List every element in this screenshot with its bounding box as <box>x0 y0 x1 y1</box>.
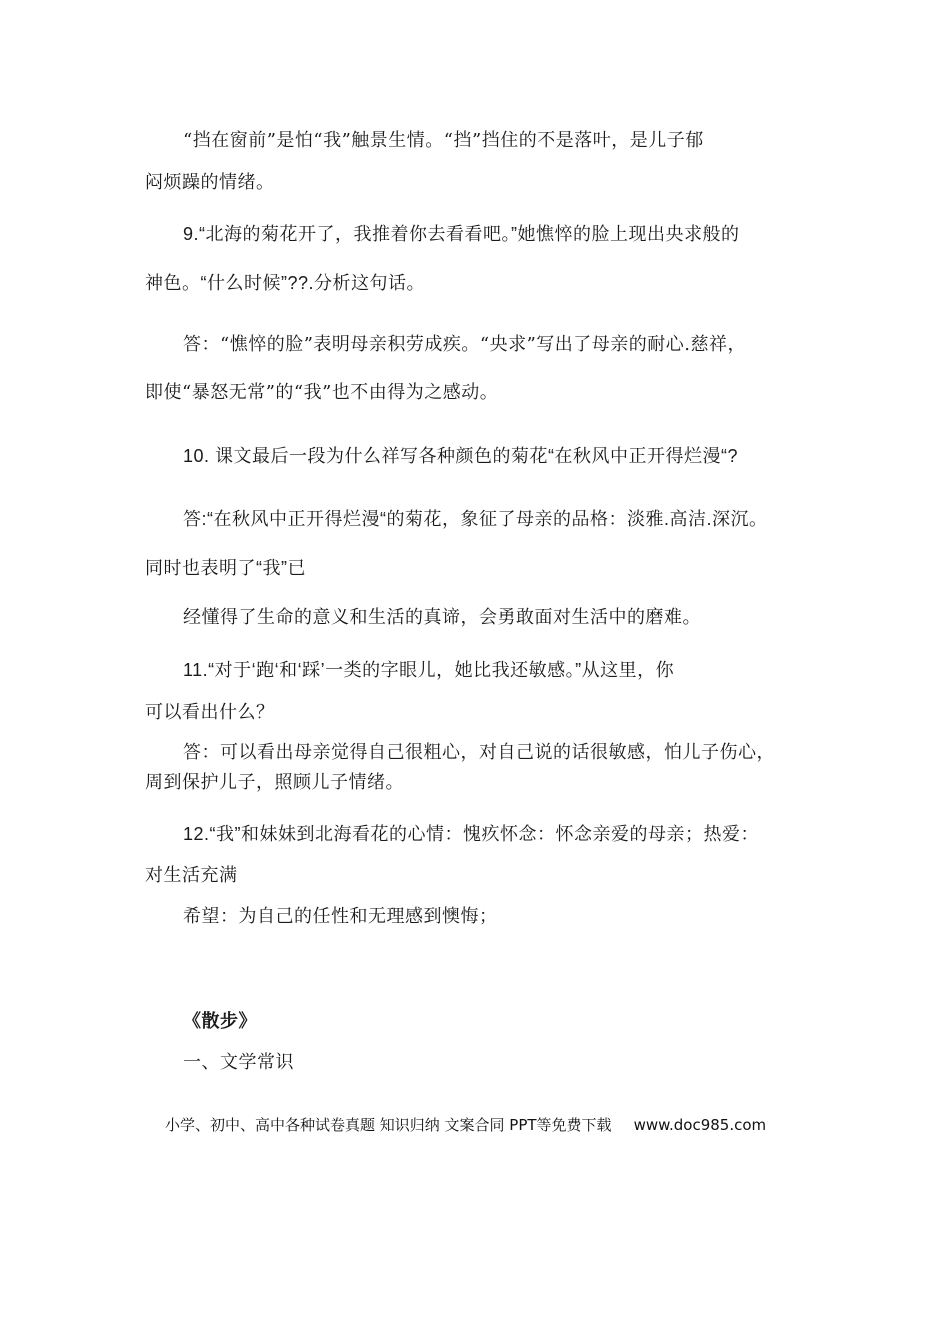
question-9-line-1: 9.“北海的菊花开了，我推着你去看看吧。”她憔悴的脸上现出央求般的 <box>183 224 740 244</box>
answer-9-line-2: 即使“暴怒无常”的“我”也不由得为之感动。 <box>145 382 499 403</box>
question-12-line-1: 12.“我”和妹妹到北海看花的心情：愧疚怀念：怀念亲爱的母亲；热爱： <box>183 824 760 844</box>
question-11-line-2: 可以看出什么？ <box>145 702 275 722</box>
paragraph-1-line-1: “挡在窗前”是怕“我”触景生情。“挡”挡住的不是落叶，是儿子郁 <box>183 130 704 151</box>
footer <box>165 1114 766 1136</box>
question-11-line-1: 11.“对于‘跑‘和‘踩’一类的字眼儿，她比我还敏感。”从这里，你 <box>183 660 675 680</box>
answer-9-line-1: 答：“憔悴的脸”表明母亲积劳成疾。“央求”写出了母亲的耐心.慈祥， <box>183 334 747 355</box>
answer-11-line-2: 周到保护儿子，照顾儿子情绪。 <box>145 772 404 793</box>
answer-10-line-1: 答:“在秋风中正开得烂漫“的菊花，象征了母亲的品格：淡雅.高洁.深沉。 <box>183 509 768 529</box>
paragraph-1-line-2: 闷烦躁的情绪。 <box>145 172 275 193</box>
answer-10-line-3: 经懂得了生命的意义和生活的真谛，会勇敢面对生活中的磨难。 <box>183 607 701 628</box>
section-title: 《散步》 <box>183 1011 257 1032</box>
question-9-line-2: 神色。“什么时候”??.分析这句话。 <box>145 273 426 293</box>
footer-text: 小学、初中、高中各种试卷真题 知识归纳 文案合同 PPT等免费下载 <box>165 1116 612 1134</box>
answer-12-line-3: 希望：为自己的任性和无理感到懊悔； <box>183 906 498 927</box>
question-12-line-2: 对生活充满 <box>145 865 238 885</box>
section-item: 一、文学常识 <box>183 1052 294 1073</box>
answer-11-line-1: 答：可以看出母亲觉得自己很粗心，对自己说的话很敏感，怕儿子伤心， <box>183 742 775 763</box>
answer-10-line-2: 同时也表明了“我”已 <box>145 558 306 578</box>
footer-site-link[interactable]: www.doc985.com <box>633 1116 767 1134</box>
question-10: 10. 课文最后一段为什么祥写各种颜色的菊花“在秋风中正开得烂漫“? <box>183 446 739 466</box>
